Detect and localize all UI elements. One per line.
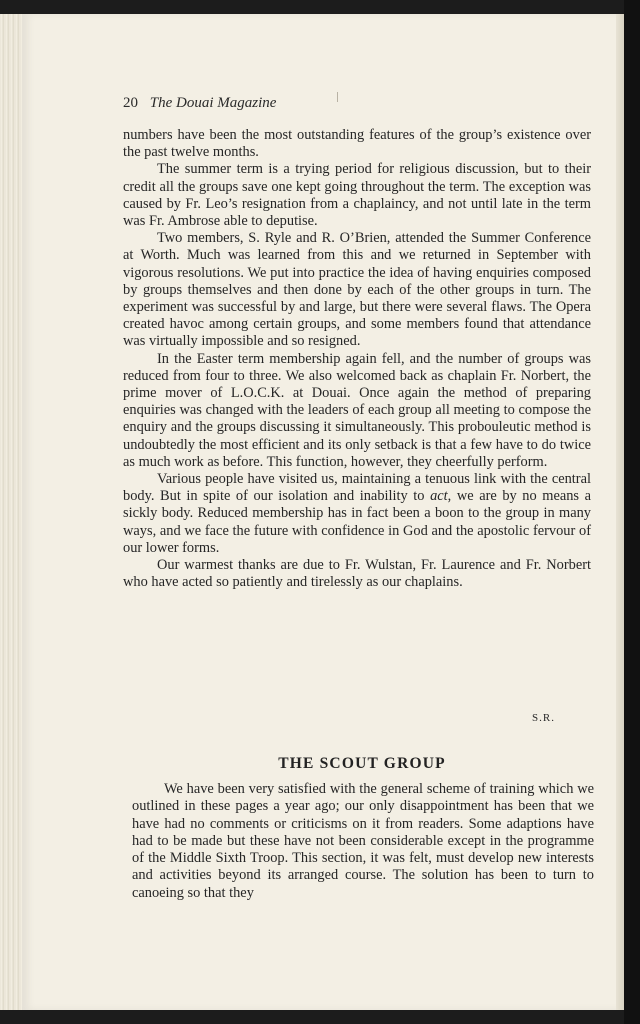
paragraph — [123, 471, 591, 557]
signature: S.R. — [532, 712, 555, 724]
paragraph: In the Easter term membership again fell, and the number of groups was reduced from four to three. We also welcomed back as chaplain Fr. Norbert, the prime mover of L.O.C.K. at Douai. Once again the method of preparing enquiries was changed with the leaders of each group all meeting to compose the enquiry and the groups discussing it simultaneously. This probouleutic method is undoubtedly the most efficient and its only setback is that a few have to do twice as much work as before. This function, however, they cheerfully perform. — [123, 350, 591, 470]
emphasis: act — [430, 488, 448, 505]
paragraph: Our warmest thanks are due to Fr. Wulstan, Fr. Laurence and Fr. Norbert who have acted so patiently and tirelessly as our chaplains. — [123, 557, 591, 591]
paragraph: We have been very satisfied with the general scheme of training which we outlined in these pages a year ago; our only disappointment has been that we have had no comments or criticisms on it from readers. Some adaptions have had to be made but these have not been considerable except in the programme of the Middle Sixth Troop. This section, it was felt, must develop new interests and activities beyond its arranged course. The solution has been to turn to canoeing so that they — [132, 781, 594, 901]
paragraph: The summer term is a trying period for religious discussion, but to their credit all the groups save one kept going throughout the term. The exception was caused by Fr. Leo’s resignation from a chaplaincy, and not until late in the term was Fr. Ambrose able to deputise. — [123, 161, 591, 230]
paragraph-text: , we are by no means a sickly body. Reduced membership has in fact been a boon to the group in many ways, and we face the future with confidence in God and the apostolic fervour of our lower forms. — [123, 488, 591, 556]
section-heading: THE SCOUT GROUP — [278, 755, 446, 772]
lock-article-body — [123, 127, 591, 591]
running-head — [123, 95, 276, 112]
paragraph: Two members, S. Ryle and R. O’Brien, attended the Summer Conference at Worth. Much was learned from this and we returned in September with vigorous resolutions. We put into practice the idea of having enquiries composed by groups themselves and then done by each of the other groups in turn. The experiment was successful by and large, but there were several flaws. The Opera created havoc among certain groups, and some members found that attendance was virtually impossible and so resigned. — [123, 230, 591, 350]
magazine-title: The Douai Magazine — [149, 95, 277, 111]
paragraph: numbers have been the most outstanding features of the group’s existence over the past twelve months. — [123, 127, 591, 161]
paragraph-text: Various people have visited us, maintaining a tenuous link with the central body. But in spite of our isolation and inability to — [123, 471, 591, 505]
page-number: 20 — [123, 95, 138, 111]
pencil-mark — [337, 92, 338, 102]
binding-edge — [624, 0, 640, 1024]
scout-article-body — [132, 781, 594, 902]
page-gutter-shadow — [616, 14, 624, 1010]
